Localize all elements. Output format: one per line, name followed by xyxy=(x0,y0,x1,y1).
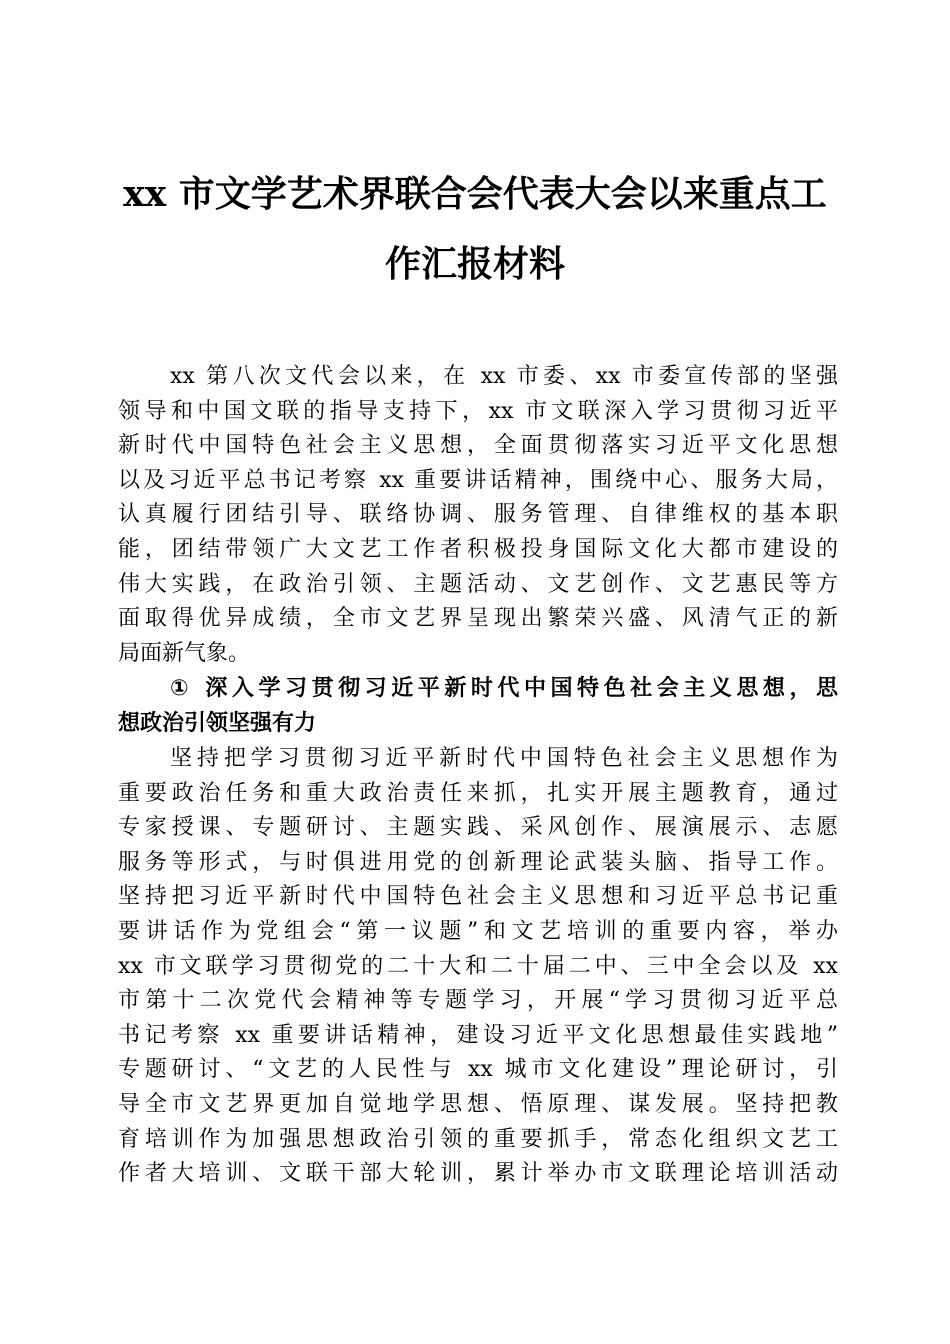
paragraph-line: 坚持把习近平新时代中国特色社会主义思想和习近平总书记重 xyxy=(118,884,838,910)
paragraph-line: 伟大实践，在政治引领、主题活动、文艺创作、文艺惠民等方 xyxy=(118,571,838,597)
paragraph-line: 领导和中国文联的指导支持下，xx 市文联深入学习贯彻习近平 xyxy=(118,398,838,424)
paragraph-line: 服务等形式，与时俱进用党的创新理论武装头脑、指导工作。 xyxy=(118,849,838,875)
paragraph-line: 书记考察 xx 重要讲话精神，建设习近平文化思想最佳实践地” xyxy=(118,1022,838,1048)
paragraph-line: 专家授课、专题研讨、主题实践、采风创作、展演展示、志愿 xyxy=(118,815,838,841)
heading-line: ① 深入学习贯彻习近平新时代中国特色社会主义思想，思 xyxy=(170,676,838,701)
paragraph-line: 能，团结带领广大文艺工作者积极投身国际文化大都市建设的 xyxy=(118,536,838,562)
paragraph-line: 认真履行团结引导、联络协调、服务管理、自律维权的基本职 xyxy=(118,502,838,528)
section-heading-1 xyxy=(118,672,838,741)
paragraph-line: 作者大培训、文联干部大轮训，累计举办市文联理论培训活动 xyxy=(118,1161,838,1187)
paragraph-line: 育培训作为加强思想政治引领的重要抓手，常态化组织文艺工 xyxy=(118,1126,838,1152)
paragraph-line: 重要政治任务和重大政治责任来抓，扎实开展主题教育，通过 xyxy=(118,780,838,806)
paragraph-line: 面取得优异成绩，全市文艺界呈现出繁荣兴盛、风清气正的新 xyxy=(118,606,838,632)
paragraph-line: 市第十二次党代会精神等专题学习，开展“学习贯彻习近平总 xyxy=(118,988,838,1014)
paragraph-2 xyxy=(118,742,838,1192)
paragraph-line: xx 市文联学习贯彻党的二十大和二十届二中、三中全会以及 xx xyxy=(118,953,838,979)
paragraph-line: 导全市文艺界更加自觉地学思想、悟原理、谋发展。坚持把教 xyxy=(118,1091,838,1117)
paragraph-line: 以及习近平总书记考察 xx 重要讲话精神，围绕中心、服务大局， xyxy=(118,467,838,493)
paragraph-line: 要讲话作为党组会“第一议题”和文艺培训的重要内容，举办 xyxy=(118,918,838,944)
paragraph-1 xyxy=(118,360,838,671)
paragraph-line: 局面新气象。 xyxy=(118,640,251,666)
paragraph-line: 专题研讨、“文艺的人民性与 xx 城市文化建设”理论研讨，引 xyxy=(118,1057,838,1083)
heading-line: 想政治引领坚强有力 xyxy=(118,710,317,736)
paragraph-line: 坚持把学习贯彻习近平新时代中国特色社会主义思想作为 xyxy=(170,746,838,771)
document-title-line-1: xx 市文学艺术界联合会代表大会以来重点工 xyxy=(123,173,827,215)
paragraph-line: xx 第八次文代会以来，在 xx 市委、xx 市委宣传部的坚强 xyxy=(170,364,838,389)
paragraph-line: 新时代中国特色社会主义思想，全面贯彻落实习近平文化思想 xyxy=(118,433,838,459)
document-title-line-2: 作汇报材料 xyxy=(384,243,565,285)
